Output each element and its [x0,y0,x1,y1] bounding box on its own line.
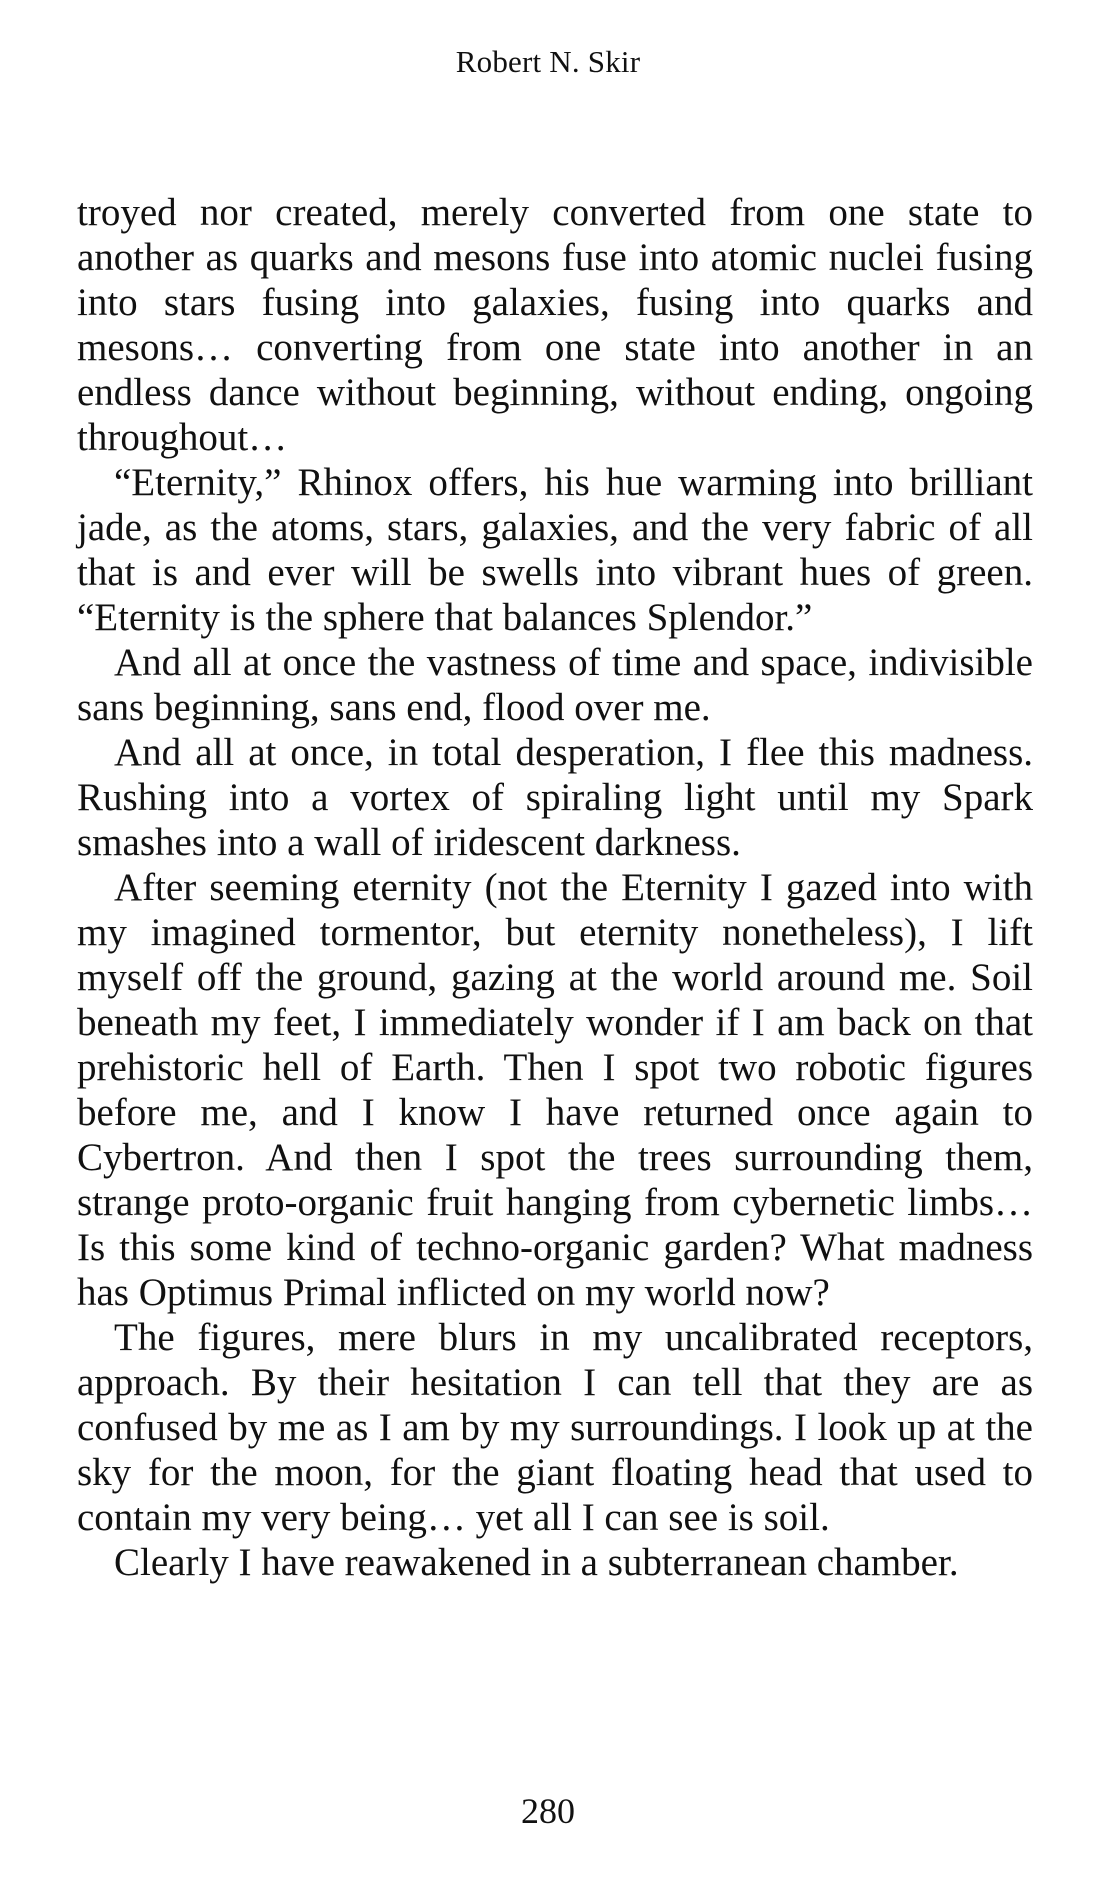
page-number: 280 [521,1791,575,1831]
paragraph: The figures, mere blurs in my uncalibrated receptors, approach. By their hesitation I can tell that they are as confused by me as I am by my surroundings. I look up at the sky for the moon, for the giant floating head that used to contain my very being… yet all I can see is soil. [77,1316,1033,1539]
paragraph: And all at once the vastness of time and space, indivisible sans beginning, sans end, flood over me. [77,641,1033,729]
running-head-author: Robert N. Skir [455,44,641,79]
paragraph: “Eternity,” Rhinox offers, his hue warming into brilliant jade, as the atoms, stars, galaxies, and the very fabric of all that is and ever will be swells into vibrant hues of green. “Eternity is the sphere that balances Splendor.” [77,461,1033,639]
paragraph: After seeming eternity (not the Eternity I gazed into with my imagined tormentor, but eternity nonetheless), I lift myself off the ground, gazing at the world around me. Soil beneath my feet, I immediately wonder if I am back on that prehistoric hell of Earth. Then I spot two robotic figures before me, and I know I have returned once again to Cybertron. And then I spot the trees surrounding them, strange proto-organic fruit hanging from cybernetic limbs… Is this some kind of techno-organic garden? What madness has Optimus Primal inflicted on my world now? [77,866,1033,1314]
paragraph: And all at once, in total desperation, I flee this madness. Rushing into a vortex of spiraling light until my Spark smashes into a wall of iridescent darkness. [77,731,1033,864]
paragraph-continued: troyed nor created, merely converted from one state to another as quarks and mesons fuse into atomic nuclei fusing into stars fusing into galaxies, fusing into quarks and mesons… converting from one state into another in an endless dance without beginning, without ending, ongoing throughout… [77,191,1033,459]
body-text [77,190,1033,1585]
paragraph: Clearly I have reawakened in a subterranean chamber. [114,1541,959,1584]
